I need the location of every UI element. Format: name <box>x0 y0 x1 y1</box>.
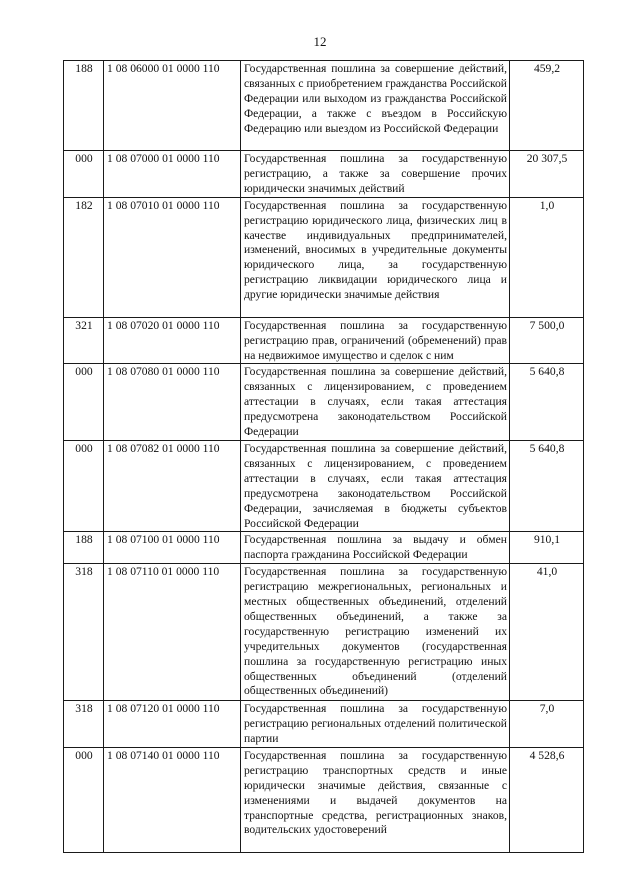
amount-cell: 1,0 <box>510 197 584 317</box>
table-row <box>64 701 584 748</box>
administrator-code-cell: 188 <box>64 61 104 151</box>
revenue-name-cell: Государственная пошлина за государственную регистрацию региональных отделений политической партии <box>241 701 510 748</box>
budget-code-cell: 1 08 07000 01 0000 110 <box>104 151 241 198</box>
table-row <box>64 197 584 317</box>
revenue-name-cell: Государственная пошлина за государственную регистрацию прав, ограничений (обременений) прав на недвижимое имущество и сделок с ним <box>241 317 510 364</box>
amount-cell: 7,0 <box>510 701 584 748</box>
table-row <box>64 440 584 531</box>
budget-code-cell: 1 08 07082 01 0000 110 <box>104 440 241 531</box>
budget-code-cell: 1 08 07100 01 0000 110 <box>104 532 241 564</box>
amount-cell: 5 640,8 <box>510 440 584 531</box>
table-row <box>64 364 584 441</box>
budget-code-cell: 1 08 06000 01 0000 110 <box>104 61 241 151</box>
table-row <box>64 151 584 198</box>
table-row <box>64 564 584 701</box>
table-row <box>64 747 584 852</box>
administrator-code-cell: 182 <box>64 197 104 317</box>
budget-code-cell: 1 08 07080 01 0000 110 <box>104 364 241 441</box>
administrator-code-cell: 000 <box>64 364 104 441</box>
budget-code-cell: 1 08 07120 01 0000 110 <box>104 701 241 748</box>
administrator-code-cell: 000 <box>64 440 104 531</box>
administrator-code-cell: 318 <box>64 701 104 748</box>
amount-cell: 459,2 <box>510 61 584 151</box>
table-row <box>64 317 584 364</box>
table-row <box>64 61 584 151</box>
revenue-name-cell: Государственная пошлина за выдачу и обмен паспорта гражданина Российской Федерации <box>241 532 510 564</box>
revenue-name-cell: Государственная пошлина за государственную регистрацию, а также за совершение прочих юридически значимых действий <box>241 151 510 198</box>
revenue-name-cell: Государственная пошлина за совершение действий, связанных с лицензированием, с проведением аттестации в случаях, если такая аттестация предусмотрена законодательством Российской Федерации, зачисляемая в бюджеты субъектов Российской Федерации <box>241 440 510 531</box>
revenue-name-cell: Государственная пошлина за совершение действий, связанных с приобретением гражданства Российской Федерации или выходом из гражданства Российской Федерации, а также с въездом в Российскую Федерацию или выездом из Российской Федерации <box>241 61 510 151</box>
budget-code-cell: 1 08 07010 01 0000 110 <box>104 197 241 317</box>
administrator-code-cell: 318 <box>64 564 104 701</box>
table-row <box>64 532 584 564</box>
budget-code-cell: 1 08 07110 01 0000 110 <box>104 564 241 701</box>
budget-code-cell: 1 08 07140 01 0000 110 <box>104 747 241 852</box>
amount-cell: 4 528,6 <box>510 747 584 852</box>
amount-cell: 7 500,0 <box>510 317 584 364</box>
amount-cell: 20 307,5 <box>510 151 584 198</box>
amount-cell: 5 640,8 <box>510 364 584 441</box>
amount-cell: 41,0 <box>510 564 584 701</box>
budget-code-cell: 1 08 07020 01 0000 110 <box>104 317 241 364</box>
revenue-name-cell: Государственная пошлина за совершение действий, связанных с лицензированием, с проведением аттестации в случаях, если такая аттестация предусмотрена законодательством Российской Федерации <box>241 364 510 441</box>
administrator-code-cell: 000 <box>64 747 104 852</box>
revenue-table <box>63 60 584 853</box>
revenue-name-cell: Государственная пошлина за государственную регистрацию транспортных средств и иные юридически значимые действия, связанные с изменениями и выдачей документов на транспортные средства, регистрационных знаков, водительских удостоверений <box>241 747 510 852</box>
revenue-name-cell: Государственная пошлина за государственную регистрацию межрегиональных, региональных и местных общественных объединений, отделений общественных объединений, а также за государственную регистрацию изменений их учредительных документов (государственная пошлина за государственную регистрацию иных общественных объединений (отделений общественных объединений) <box>241 564 510 701</box>
administrator-code-cell: 000 <box>64 151 104 198</box>
page-number: 12 <box>313 34 327 49</box>
revenue-name-cell: Государственная пошлина за государственную регистрацию юридического лица, физических лиц в качестве индивидуальных предпринимателей, изменений, вносимых в учредительные документы юридического лица, за государственную регистрацию ликвидации юридического лица и другие юридически значимые действия <box>241 197 510 317</box>
amount-cell: 910,1 <box>510 532 584 564</box>
administrator-code-cell: 188 <box>64 532 104 564</box>
administrator-code-cell: 321 <box>64 317 104 364</box>
